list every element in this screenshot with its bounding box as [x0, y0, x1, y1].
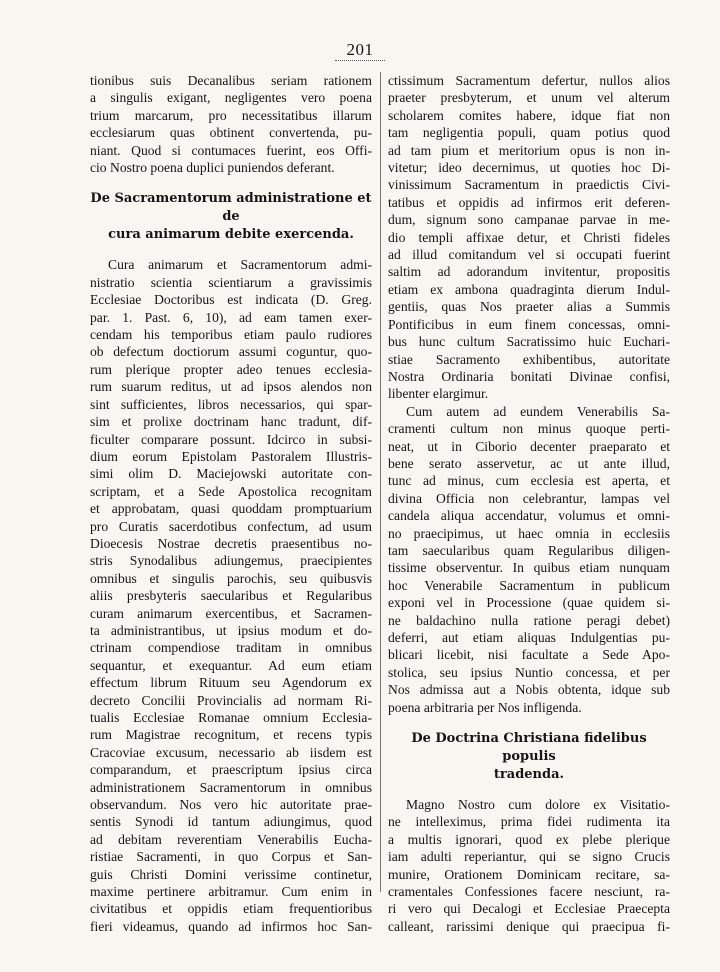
text-line: dum, signum sono campanae parvae in me-	[388, 212, 670, 228]
text-line: scholarem comites habere, idque fiat non	[388, 107, 670, 123]
text-line: decreto Concilii Provincialis ad normam Ri-	[90, 692, 372, 708]
heading-line: cura animarum debite exercenda.	[108, 227, 354, 243]
right-paragraph-3	[388, 796, 670, 935]
text-line: tissime observentur. In quibus etiam nunquam	[388, 560, 670, 576]
text-line: Nostra Ordinaria bonitati Divinae confisi,	[388, 368, 670, 384]
text-line: cendam his temporibus etiam paulo rudiores	[90, 327, 372, 343]
text-line: ob defectum doctiorum assumi coguntur, quo-	[90, 344, 372, 360]
text-line: ficulter comparare possunt. Idcirco in subsi-	[90, 431, 372, 447]
text-line: stris Synodalibus adiungemus, praecipientes	[90, 553, 372, 569]
text-line: tionibus suis Decanalibus seriam rationem	[90, 73, 372, 88]
heading-line: De Doctrina Christiana fidelibus populis	[411, 731, 647, 765]
text-line: iam adulti reperiantur, qui se signo Crucis	[388, 849, 670, 865]
text-line: observandum. Nos vero hic autoritate prae-	[90, 797, 372, 813]
text-line: exponi vel in Processione (quae quidem si-	[388, 595, 670, 611]
text-line: omnibus et singulis parochis, seu quibusvis	[90, 570, 372, 586]
left-paragraph-1	[90, 72, 372, 176]
text-line: candela aliqua accendatur, volumus et omni-	[388, 508, 670, 524]
text-line: stiae Sacramento exhibentibus, autoritate	[388, 351, 670, 367]
text-line: scriptam, et a Sede Apostolica recognitam	[90, 483, 372, 499]
text-line: ctrinam compendiose traditam in omnibus	[90, 640, 372, 656]
text-line: sequantur, et exequantur. Ad eum etiam	[90, 657, 372, 673]
text-line: cio Nostro poena duplici puniendos deferant.	[90, 160, 335, 176]
text-line: etiam ex ambona quadraginta dierum Indul-	[388, 281, 670, 297]
text-line: Cracoviae excusum, necessario ab iisdem est	[90, 744, 372, 760]
text-line: no praecipimus, ut haec omnia in ecclesiis	[388, 525, 670, 541]
text-line: divina Officia non celebrantur, lampas vel	[388, 490, 670, 506]
text-line: libenter elargimur.	[388, 386, 489, 402]
column-divider	[380, 72, 381, 892]
text-line: a singulis exigant, negligentes vero poena	[90, 90, 372, 106]
text-line: tatibus et oppidis ad infirmos erit deferen-	[388, 194, 670, 210]
text-line: vinissimum Sacramentum in praedictis Civi-	[388, 177, 670, 193]
text-line: praeter presbyterum, et unum vel alterum	[388, 90, 670, 106]
text-line: stolica, seu ipsius Nuntio concessa, et per	[388, 664, 670, 680]
text-line: rum plerique propter adeo tenues ecclesia-	[90, 361, 372, 377]
text-line: par. 1. Past. 6, 10), ad eam tamen exer-	[90, 309, 372, 325]
text-line: hoc Venerabile Sacramentum in publicum	[388, 577, 670, 593]
text-line: simi olim D. Maciejowski autoritate con-	[90, 466, 372, 482]
text-line: ad debitam reverentiam Venerabilis Eucha-	[90, 831, 372, 847]
text-line: dium eorum Epistolam Pastoralem Illustris-	[90, 448, 372, 464]
text-line: vitetur; ideo decernimus, ut quoties hoc Di-	[388, 160, 670, 176]
text-line: guis Christi Domini verissime continetur,	[90, 866, 372, 882]
text-line: cramentales Confessiones facere nesciunt, ra-	[388, 884, 670, 900]
text-line: deferri, aut etiam aliquas Indulgentias pu-	[388, 630, 670, 645]
text-line: a multis ignorari, quod ex plebe plerique	[388, 831, 670, 847]
text-line: Cura animarum et Sacramentorum admi-	[108, 257, 372, 273]
text-line: rum suarum reditus, ut ad ipsos alendos non	[90, 379, 372, 395]
text-line: calleant, rarissimi denique qui praecipua fi-	[388, 918, 670, 934]
text-line: tam saecularibus quam Regularibus diligen-	[388, 542, 670, 558]
right-section-heading	[388, 730, 670, 784]
text-line: Nos admissa aut a Nobis obtenta, idque sub	[388, 682, 670, 698]
left-section-heading	[90, 190, 372, 244]
text-line: ne baldachino nulla ratione peragi debet)	[388, 612, 670, 628]
text-line: ne intelleximus, prima fidei rudimenta ita	[388, 814, 670, 830]
text-line: tunc ad minus, cum ecclesia est aperta, et	[388, 473, 670, 489]
right-paragraph-2	[388, 403, 670, 716]
text-line: tam negligentia populi, quam potius quod	[388, 125, 670, 141]
text-line: cramenti cultum non minus quoque perti-	[388, 421, 670, 437]
page-number: 201	[346, 40, 374, 59]
text-line: Cum autem ad eundem Venerabilis Sa-	[406, 403, 670, 419]
text-line: tualis Ecclesiae Romanae omnium Ecclesia-	[90, 710, 372, 725]
heading-line: De Sacramentorum administratione et de	[90, 191, 372, 225]
text-line: neat, ut in Ciborio decenter praeparato et	[388, 438, 670, 454]
text-line: civitatibus et oppidis etiam frequentioribus	[90, 901, 372, 917]
text-line: blicari licebit, nisi facultate a Sede Apo-	[388, 647, 670, 663]
right-paragraph-1	[388, 72, 670, 403]
text-line: sentis Synodi id tantum adiungimus, quod	[90, 814, 372, 830]
text-line: gentiis, quas Nos praeter alias a Summis	[388, 299, 670, 315]
text-line: ecclesiarum quas obtinent convertenda, pu-	[90, 125, 372, 141]
text-line: ctissimum Sacramentum defertur, nullos alios	[388, 73, 670, 88]
text-line: curam animarum exercentibus, et Sacramen-	[90, 605, 372, 621]
heading-line: tradenda.	[493, 767, 565, 783]
text-line: sint sufficientes, libros necessarios, qui spar-	[90, 396, 372, 412]
text-line: rum Magistrae recognitum, et recens typis	[90, 727, 372, 743]
text-line: Pontificibus in eum finem concessas, omni-	[388, 316, 670, 332]
text-line: poena arbitraria per Nos infligenda.	[388, 699, 582, 715]
text-line: sim et prolixe doctrinam hanc tradunt, dif-	[90, 414, 372, 430]
text-line: Dioecesis Nostrae decretis praesentibus no-	[90, 535, 372, 551]
text-line: ristiae Sacramenti, in quo Corpus et San-	[90, 849, 372, 865]
text-line: bus hunc cultum Sacratissimo huic Euchari-	[388, 334, 670, 350]
text-line: dio templi affixae detur, et Christi fideles	[388, 229, 670, 245]
text-line: ad tam pium et meritorium opus is non in-	[388, 142, 670, 158]
text-line: aliis presbyteris saecularibus et Regularibus	[90, 588, 372, 604]
text-line: munire, Orationem Dominicam recitare, sa-	[388, 866, 670, 882]
left-paragraph-2	[90, 256, 372, 935]
text-line: nistratio scientia scientiarum a gravissimis	[90, 274, 372, 290]
page-number-rule	[335, 60, 385, 61]
text-line: comparandum, et praescriptum ipsius circa	[90, 762, 372, 778]
text-line: et approbatam, quasi quoddam promptuarium	[90, 501, 372, 517]
text-line: ta administrantibus, ut ipsius modum et do-	[90, 622, 372, 638]
text-line: effectum librum Rituum seu Agendorum ex	[90, 675, 372, 691]
right-column	[388, 72, 670, 935]
text-line: ri vero qui Decalogi et Ecclesiae Praecepta	[388, 901, 670, 917]
text-line: maxime pertinere arbitramur. Cum enim in	[90, 884, 372, 900]
left-column	[90, 72, 372, 935]
text-line: administrationem Sacramentorum in omnibus	[90, 779, 372, 795]
text-line: bene serato asservetur, ac ut ante illud,	[388, 455, 670, 471]
text-line: fieri videamus, quando ad infirmos hoc San-	[90, 918, 372, 934]
text-line: ad illud comitandum vel si occupati fuerint	[388, 247, 670, 263]
text-line: saltim ad adorandum invitentur, propositis	[388, 264, 670, 280]
text-line: pro Curatis sacerdotibus confectum, ad usum	[90, 518, 372, 534]
text-line: trium marcarum, pro necessitatibus illarum	[90, 107, 372, 123]
text-line: niant. Quod si contumaces fuerint, eos Offi-	[90, 142, 372, 158]
text-line: Magno Nostro cum dolore ex Visitatio-	[406, 797, 670, 813]
text-line: Ecclesiae Doctoribus est indicata (D. Greg.	[90, 292, 372, 308]
